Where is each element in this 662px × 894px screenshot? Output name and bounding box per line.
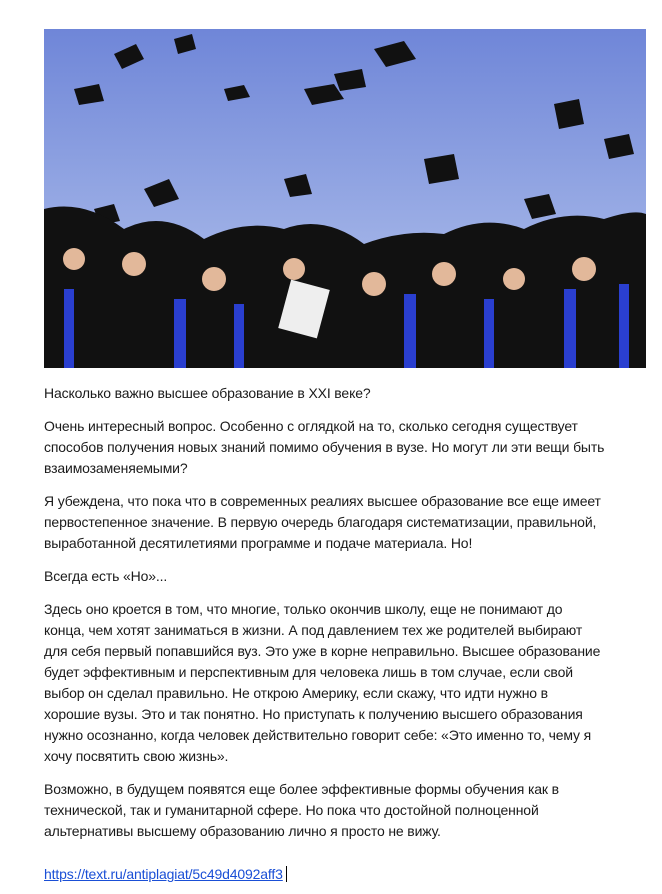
text-line: будет эффективным и перспективным для человека лишь в том случае, если свой [44, 664, 573, 680]
text-line: Всегда есть «Но»... [44, 568, 168, 584]
paragraph-3 [44, 566, 654, 587]
text-line: Возможно, в будущем появятся еще более эффективные формы обучения как в [44, 781, 559, 797]
article-body [44, 383, 654, 854]
text-line: Здесь оно кроется в том, что многие, только окончив школу, еще не понимают до [44, 601, 563, 617]
text-line: нужно осознанно, когда человек действительно говорит себе: «Это именно то, чему я [44, 727, 592, 743]
text-line: первостепенное значение. В первую очередь благодаря систематизации, правильной, [44, 514, 597, 530]
paragraph-4 [44, 599, 654, 767]
paragraph-1 [44, 416, 654, 479]
paragraph-2 [44, 491, 654, 554]
text-line: выработанной десятилетиями программе и подаче материала. Но! [44, 535, 473, 551]
link-row [44, 864, 287, 884]
article-title [44, 383, 654, 404]
antiplagiat-link[interactable]: https://text.ru/antiplagiat/5c49d4092aff3 [44, 866, 283, 882]
text-line: Очень интересный вопрос. Особенно с оглядкой на то, сколько сегодня существует [44, 418, 578, 434]
text-line: хорошие вузы. Это и так понятно. Но приступать к получению высшего образования [44, 706, 583, 722]
text-line: конца, чем хотят заниматься в жизни. А под давлением тех же родителей выбирают [44, 622, 583, 638]
text-line: взаимозаменяемыми? [44, 460, 188, 476]
text-line: альтернативы высшему образованию лично я просто не вижу. [44, 823, 441, 839]
text-cursor [286, 866, 287, 882]
title-line: Насколько важно высшее образование в XXI веке? [44, 385, 371, 401]
text-line: технической, так и гуманитарной сфере. Но пока что достойной полноценной [44, 802, 539, 818]
text-line: Я убеждена, что пока что в современных реалиях высшее образование все еще имеет [44, 493, 601, 509]
graduation-photo [44, 29, 646, 368]
paragraph-5 [44, 779, 654, 842]
text-line: способов получения новых знаний помимо обучения в вузе. Но могут ли эти вещи быть [44, 439, 605, 455]
text-line: выбор он сделал правильно. Не открою Америку, если скажу, что идти нужно в [44, 685, 548, 701]
text-line: хочу посвятить свою жизнь». [44, 748, 229, 764]
text-line: для себя первый попавшийся вуз. Это уже в корне неправильно. Высшее образование [44, 643, 601, 659]
